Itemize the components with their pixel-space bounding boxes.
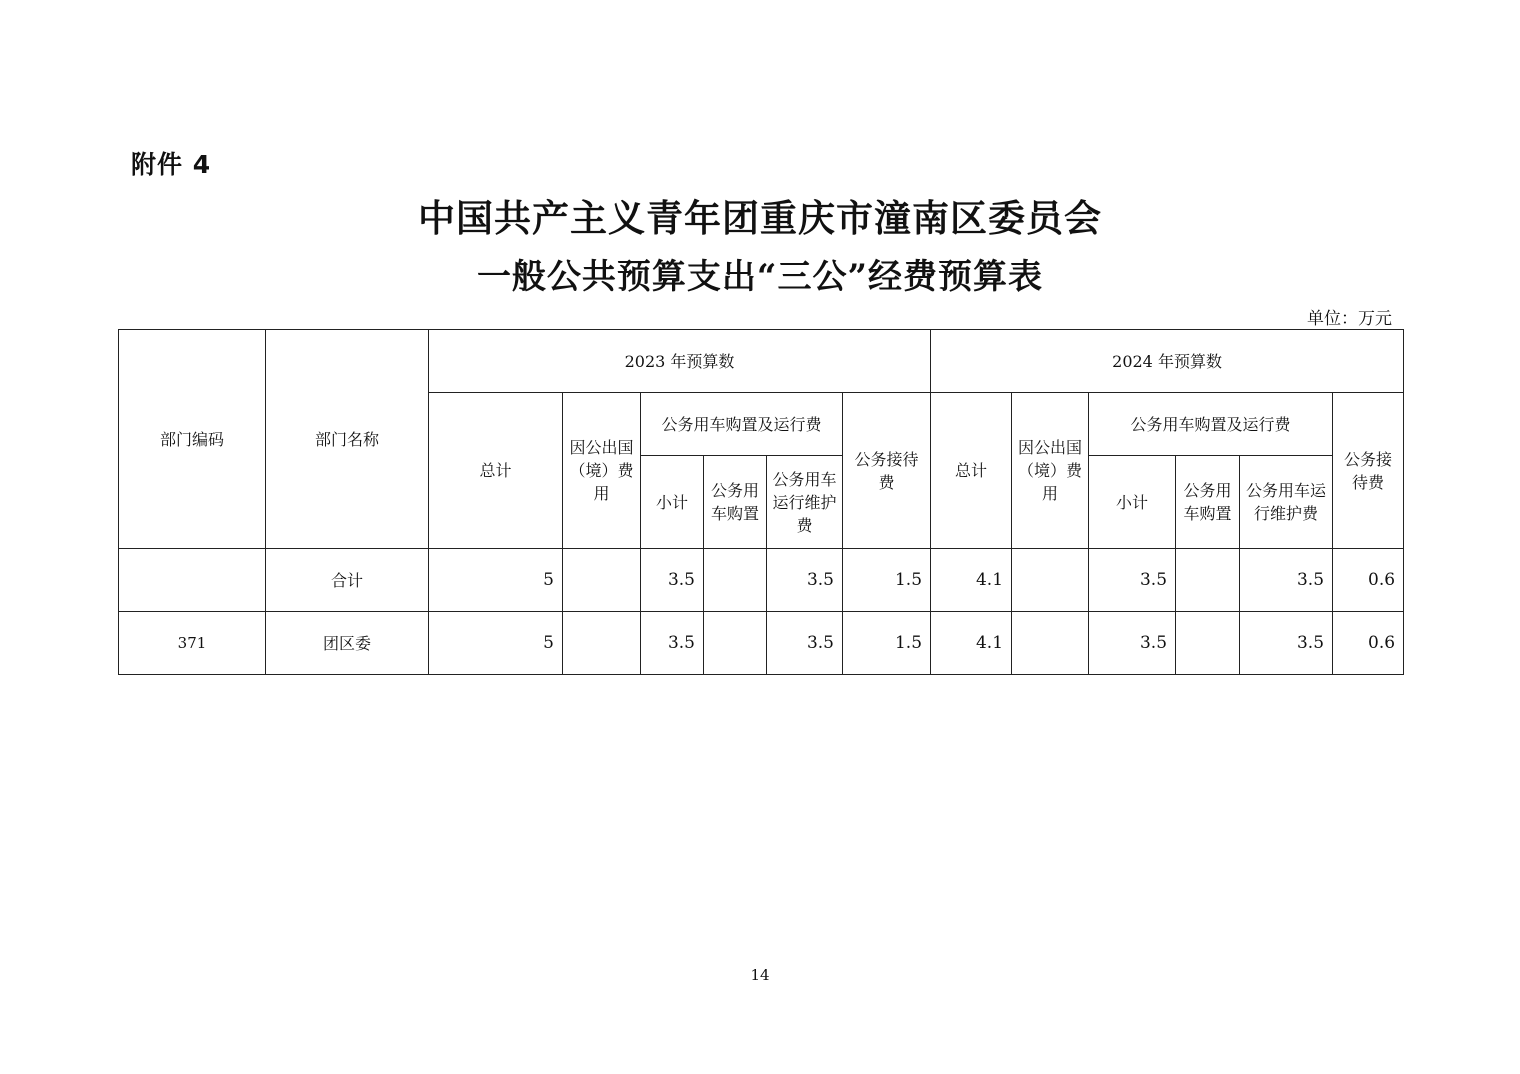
header-row-years (119, 330, 1404, 393)
header-2023-operation: 公务用车运行维护费 (767, 456, 843, 549)
header-2024-abroad: 因公出国（境）费用 (1012, 393, 1089, 549)
header-2023-vehicle: 公务用车购置及运行费 (641, 393, 843, 456)
unit-label: 单位：万元 (1307, 309, 1392, 329)
cell-2024-purchase (1176, 549, 1240, 612)
header-2023-reception: 公务接待费 (843, 393, 931, 549)
header-2024-total: 总计 (931, 393, 1012, 549)
cell-2023-purchase (704, 612, 767, 675)
document-title: 中国共产主义青年团重庆市潼南区委员会 (418, 196, 1102, 240)
header-2024-subtotal: 小计 (1089, 456, 1176, 549)
cell-2023-subtotal: 3.5 (641, 549, 704, 612)
document-subtitle: 一般公共预算支出“三公”经费预算表 (476, 257, 1044, 297)
header-2024-operation: 公务用车运行维护费 (1240, 456, 1333, 549)
header-dept-name: 部门名称 (266, 330, 429, 549)
page-number: 14 (750, 966, 770, 984)
cell-2024-reception: 0.6 (1333, 549, 1404, 612)
table-row-dept (119, 612, 1404, 675)
cell-code: 371 (119, 612, 266, 675)
cell-2023-abroad (563, 549, 641, 612)
header-2023-total: 总计 (429, 393, 563, 549)
cell-code (119, 549, 266, 612)
header-2023-subtotal: 小计 (641, 456, 704, 549)
header-dept-code: 部门编码 (119, 330, 266, 549)
cell-2023-total: 5 (429, 612, 563, 675)
cell-2023-total: 5 (429, 549, 563, 612)
cell-2024-abroad (1012, 549, 1089, 612)
header-2024-purchase: 公务用车购置 (1176, 456, 1240, 549)
cell-2024-reception: 0.6 (1333, 612, 1404, 675)
cell-2023-reception: 1.5 (843, 612, 931, 675)
header-2024-reception: 公务接待费 (1333, 393, 1404, 549)
cell-name: 合计 (266, 549, 429, 612)
cell-2024-total: 4.1 (931, 612, 1012, 675)
header-year-2024: 2024 年预算数 (931, 330, 1404, 393)
cell-2024-subtotal: 3.5 (1089, 612, 1176, 675)
cell-2023-reception: 1.5 (843, 549, 931, 612)
cell-2023-operation: 3.5 (767, 612, 843, 675)
budget-table (118, 329, 1404, 675)
cell-2024-total: 4.1 (931, 549, 1012, 612)
header-year-2023: 2023 年预算数 (429, 330, 931, 393)
cell-2023-subtotal: 3.5 (641, 612, 704, 675)
cell-2023-purchase (704, 549, 767, 612)
attachment-label: 附件 4 (131, 150, 212, 179)
cell-2024-operation: 3.5 (1240, 549, 1333, 612)
header-2023-purchase: 公务用车购置 (704, 456, 767, 549)
cell-2023-operation: 3.5 (767, 549, 843, 612)
cell-2023-abroad (563, 612, 641, 675)
header-2023-abroad: 因公出国（境）费用 (563, 393, 641, 549)
header-2024-vehicle: 公务用车购置及运行费 (1089, 393, 1333, 456)
cell-name: 团区委 (266, 612, 429, 675)
cell-2024-purchase (1176, 612, 1240, 675)
cell-2024-subtotal: 3.5 (1089, 549, 1176, 612)
table-row-total (119, 549, 1404, 612)
cell-2024-abroad (1012, 612, 1089, 675)
cell-2024-operation: 3.5 (1240, 612, 1333, 675)
